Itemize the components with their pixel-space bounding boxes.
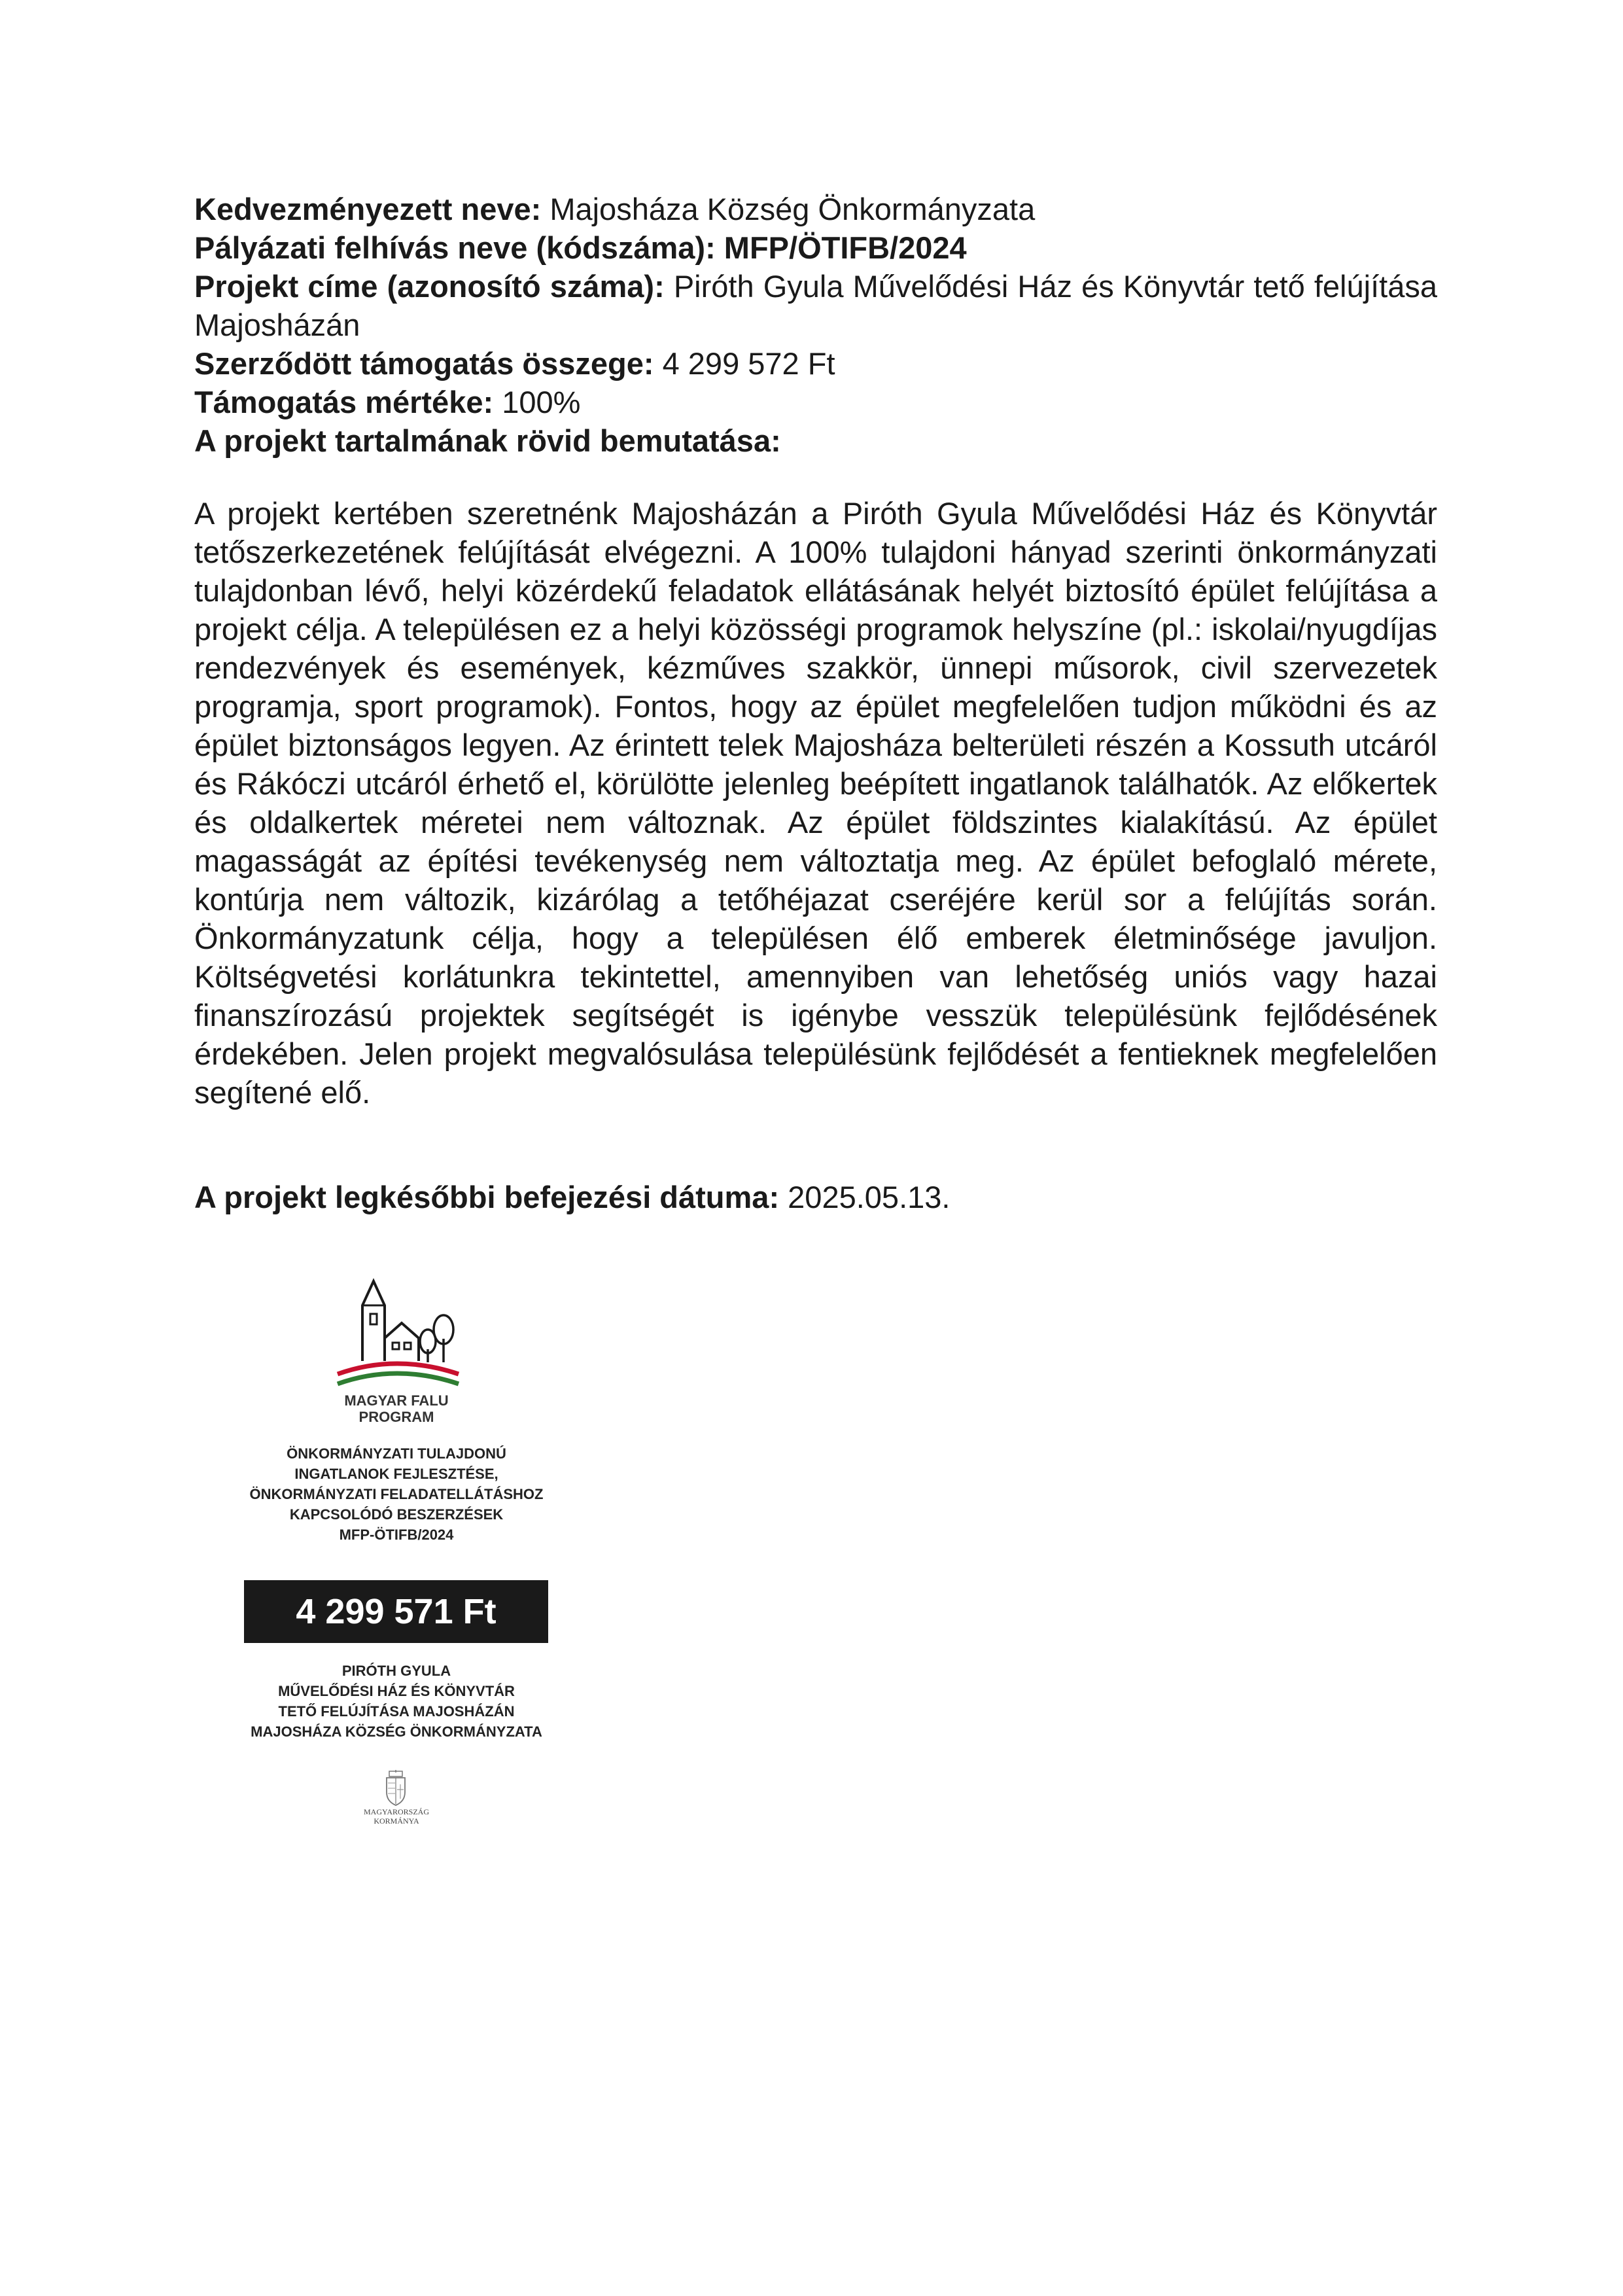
magyar-falu-program-badge bbox=[194, 1276, 599, 1845]
government-name-line: MAGYARORSZÁG bbox=[363, 1807, 429, 1816]
grant-value: 4 299 572 Ft bbox=[662, 346, 835, 381]
badge-project-description bbox=[194, 1661, 599, 1742]
badge-project-line: MAJOSHÁZA KÖZSÉG ÖNKORMÁNYZATA bbox=[251, 1723, 542, 1740]
beneficiary-field bbox=[194, 190, 1437, 228]
project-title-value: Piróth Gyula Művelődési Ház és Könyvtár tető felújítása Majosházán bbox=[194, 269, 1437, 342]
government-name-line: KORMÁNYA bbox=[374, 1816, 419, 1826]
badge-project-line: MŰVELŐDÉSI HÁZ ÉS KÖNYVTÁR bbox=[278, 1683, 515, 1699]
program-desc-line: ÖNKORMÁNYZATI FELADATELLÁTÁSHOZ bbox=[249, 1486, 544, 1502]
call-value: MFP/ÖTIFB/2024 bbox=[724, 230, 967, 265]
program-name-line: MAGYAR FALU bbox=[344, 1392, 449, 1409]
beneficiary-value: Majosháza Község Önkormányzata bbox=[550, 192, 1036, 226]
end-date-field bbox=[194, 1178, 1437, 1216]
project-title-label: Projekt címe (azonosító száma): bbox=[194, 269, 665, 304]
program-desc-line: KAPCSOLÓDÓ BESZERZÉSEK bbox=[289, 1506, 504, 1523]
program-desc-line: ÖNKORMÁNYZATI TULAJDONÚ bbox=[287, 1445, 506, 1462]
program-desc-line: MFP-ÖTIFB/2024 bbox=[339, 1527, 454, 1543]
grant-field bbox=[194, 344, 1437, 383]
call-label: Pályázati felhívás neve (kódszáma): bbox=[194, 230, 716, 265]
program-desc-line: INGATLANOK FEJLESZTÉSE, bbox=[294, 1466, 498, 1482]
call-field bbox=[194, 228, 1437, 267]
summary-heading: A projekt tartalmának rövid bemutatása: bbox=[194, 423, 781, 458]
end-date-value: 2025.05.13. bbox=[788, 1180, 951, 1214]
program-description bbox=[194, 1443, 599, 1545]
village-church-icon bbox=[324, 1276, 468, 1400]
grant-label: Szerződött támogatás összege: bbox=[194, 346, 654, 381]
beneficiary-label: Kedvezményezett neve: bbox=[194, 192, 542, 226]
rate-field bbox=[194, 383, 1437, 421]
program-name-line: PROGRAM bbox=[358, 1409, 434, 1425]
end-date-label: A projekt legkésőbbi befejezési dátuma: bbox=[194, 1180, 780, 1214]
grant-amount-badge: 4 299 571 Ft bbox=[244, 1580, 548, 1643]
government-name bbox=[194, 1807, 599, 1826]
rate-label: Támogatás mértéke: bbox=[194, 385, 494, 419]
project-title-field bbox=[194, 267, 1437, 344]
badge-project-line: PIRÓTH GYULA bbox=[341, 1663, 451, 1679]
program-name bbox=[194, 1392, 599, 1425]
badge-project-line: TETŐ FELÚJÍTÁSA MAJOSHÁZÁN bbox=[278, 1703, 515, 1720]
rate-value: 100% bbox=[502, 385, 581, 419]
project-header bbox=[194, 190, 1437, 460]
project-summary-paragraph: A projekt kertében szeretnénk Majosházán a Piróth Gyula Művelődési Ház és Könyvtár tetőszerkezetének felújítását elvégezni. A 100% tulajdoni hányad szerinti önkormányzati tulajdonban lévő, helyi közérdekű feladatok ellátásának helyét biztosító épület felújítása a projekt célja. A településen ez a helyi közösségi programok helyszíne (pl.: iskolai/nyugdíjas rendezvények és események, kézműves szakkör, ünnepi műsorok, civil szervezetek programja, sport programok). Fontos, hogy az épület megfelelően tudjon működni és az épület biztonságos legyen. Az érintett telek Majosháza belterületi részén a Kossuth utcáról és Rákóczi utcáról érhető el, körülötte jelenleg beépített ingatlanok találhatók. Az előkertek és oldalkertek méretei nem változnak. Az épület földszintes kialakítású. Az épület magasságát az építési tevékenység nem változtatja meg. Az épület befoglaló mérete, kontúrja nem változik, kizárólag a tetőhéjazat cseréjére kerül sor a felújítás során. Önkormányzatunk célja, hogy a településen élő emberek életminősége javuljon. Költségvetési korlátunkra tekintettel, amennyiben van lehetőség uniós vagy hazai finanszírozású projektek segítségét is igénybe vesszük településünk fejlődésének érdekében. Jelen projekt megvalósulása településünk fejlődését a fentieknek megfelelően segítené elő. bbox=[194, 496, 1437, 1110]
